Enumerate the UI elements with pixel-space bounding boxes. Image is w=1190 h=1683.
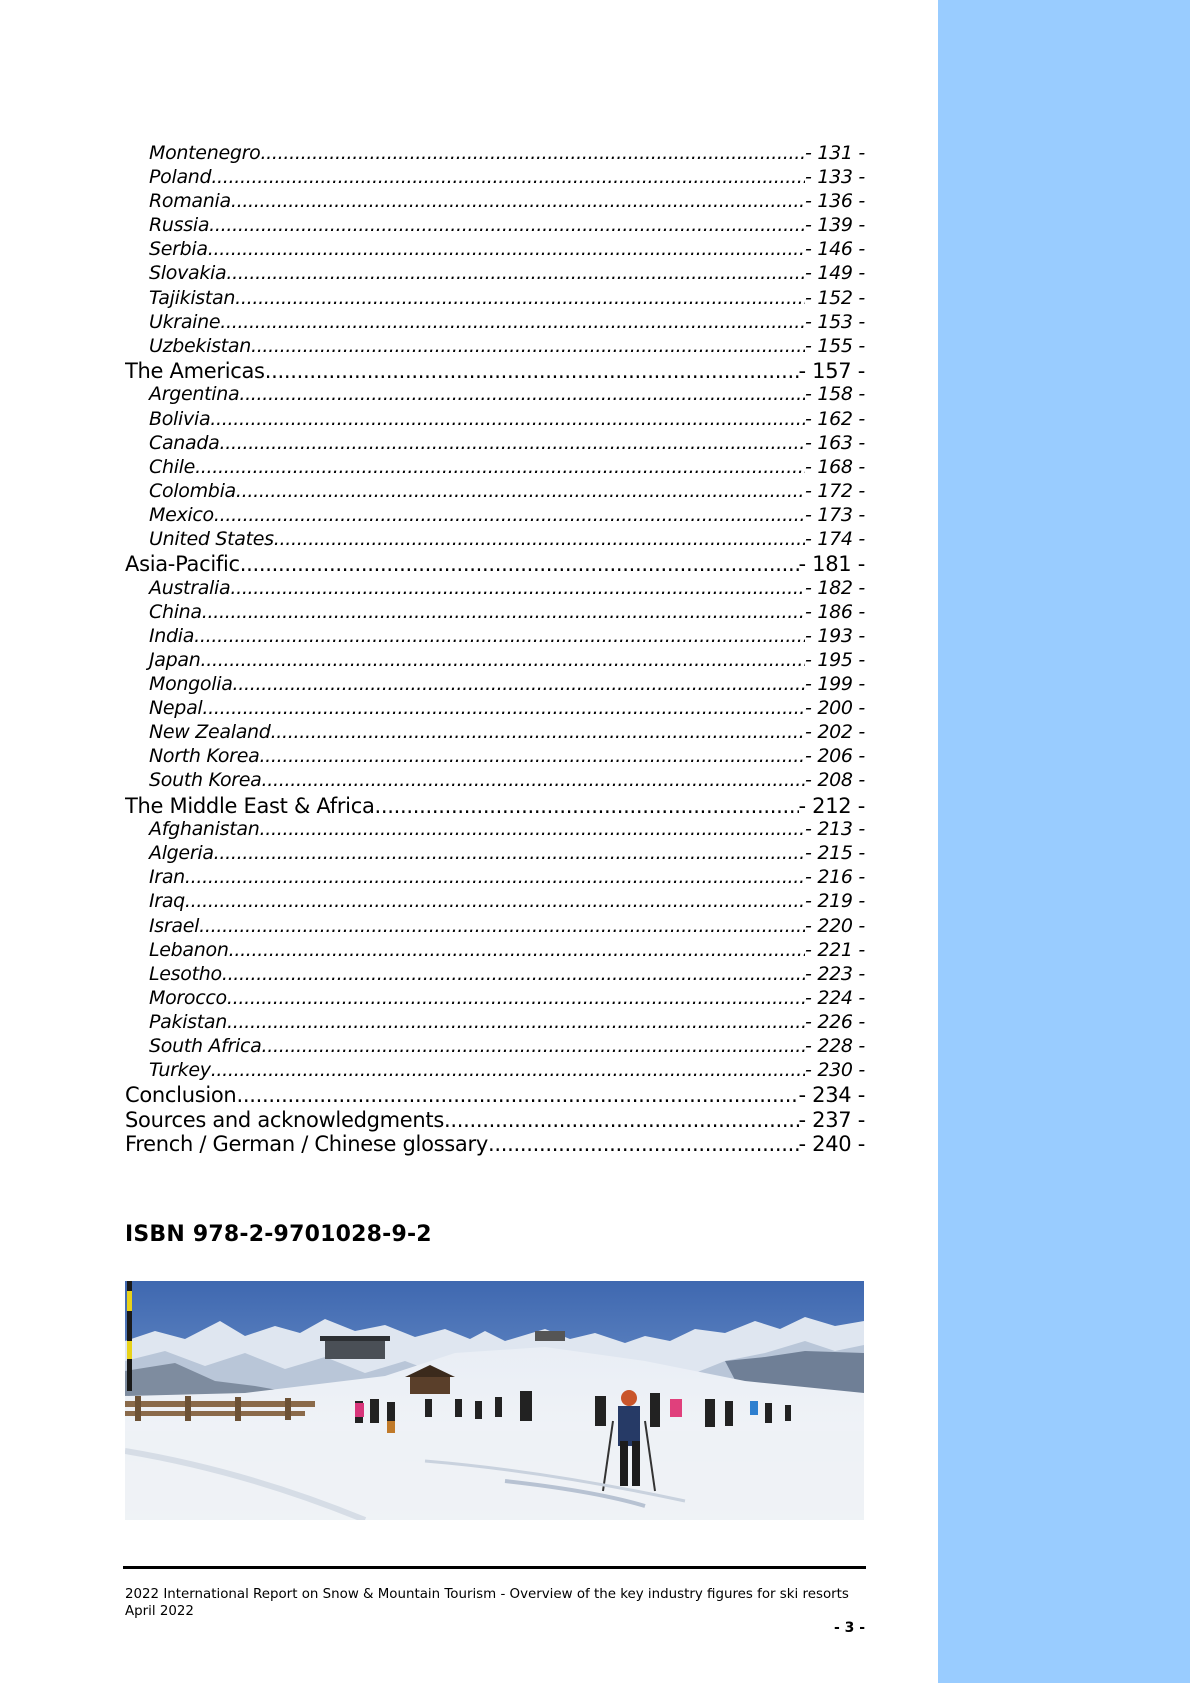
toc-entry-page: - 216 - <box>805 866 865 889</box>
toc-leader-dots <box>236 1083 798 1107</box>
toc-country-entry[interactable] <box>125 721 865 745</box>
toc-country-entry[interactable] <box>125 1059 865 1083</box>
toc-leader-dots <box>202 697 805 719</box>
toc-entry-page: - 228 - <box>805 1034 865 1057</box>
toc-country-entry[interactable] <box>125 262 865 286</box>
toc-country-entry[interactable] <box>125 987 865 1011</box>
toc-entry-page: - 206 - <box>805 745 865 768</box>
toc-entry-label: Morocco <box>149 986 227 1009</box>
toc-leader-dots <box>251 335 805 357</box>
toc-entry-label: India <box>149 624 195 647</box>
table-of-contents <box>125 142 865 1157</box>
toc-entry-label: French / German / Chinese glossary <box>125 1132 488 1157</box>
footer-date: April 2022 <box>125 1604 194 1619</box>
toc-entry-label: Turkey <box>149 1059 211 1082</box>
toc-entry-page: - 131 - <box>805 142 865 164</box>
toc-entry-page: - 139 - <box>805 214 865 237</box>
toc-entry-page: - 213 - <box>805 818 865 841</box>
toc-country-entry[interactable] <box>125 866 865 890</box>
toc-country-entry[interactable] <box>125 287 865 311</box>
toc-leader-dots <box>235 287 805 309</box>
toc-entry-label: Israel <box>149 914 200 937</box>
toc-section-entry[interactable] <box>125 1083 865 1108</box>
toc-country-entry[interactable] <box>125 190 865 214</box>
toc-entry-page: - 146 - <box>805 238 865 261</box>
toc-entry-label: Mexico <box>149 503 214 526</box>
toc-country-entry[interactable] <box>125 408 865 432</box>
isbn: ISBN 978-2-9701028-9-2 <box>125 1222 432 1247</box>
blue-sidebar <box>938 0 1190 1683</box>
toc-entry-label: New Zealand <box>149 721 271 744</box>
toc-leader-dots <box>201 649 806 671</box>
toc-leader-dots <box>239 383 805 405</box>
toc-entry-label: North Korea <box>149 745 260 768</box>
toc-entry-page: - 240 - <box>798 1132 865 1157</box>
toc-entry-page: - 168 - <box>805 455 865 478</box>
toc-leader-dots <box>262 1035 806 1057</box>
toc-entry-page: - 220 - <box>805 914 865 937</box>
toc-country-entry[interactable] <box>125 383 865 407</box>
toc-leader-dots <box>194 625 805 647</box>
toc-entry-label: Romania <box>149 190 231 213</box>
toc-entry-label: Argentina <box>149 383 240 406</box>
toc-entry-page: - 219 - <box>805 890 865 913</box>
toc-entry-label: Lebanon <box>149 938 229 961</box>
toc-country-entry[interactable] <box>125 1035 865 1059</box>
toc-leader-dots <box>229 939 805 961</box>
toc-entry-page: - 237 - <box>798 1107 865 1132</box>
toc-leader-dots <box>262 769 806 791</box>
toc-country-entry[interactable] <box>125 238 865 262</box>
toc-entry-page: - 136 - <box>805 190 865 213</box>
toc-entry-label: South Africa <box>149 1034 262 1057</box>
toc-country-entry[interactable] <box>125 745 865 769</box>
toc-leader-dots <box>375 794 799 818</box>
toc-entry-label: Iraq <box>149 890 185 913</box>
toc-entry-label: Iran <box>149 866 185 889</box>
toc-entry-label: United States <box>149 528 274 550</box>
toc-leader-dots <box>233 673 805 695</box>
toc-leader-dots <box>240 552 799 576</box>
toc-entry-page: - 234 - <box>798 1083 865 1108</box>
toc-leader-dots <box>185 890 805 912</box>
toc-leader-dots <box>208 238 805 260</box>
toc-country-entry[interactable] <box>125 697 865 721</box>
toc-country-entry[interactable] <box>125 432 865 456</box>
toc-entry-label: Poland <box>149 166 212 189</box>
toc-entry-label: Tajikistan <box>149 286 236 309</box>
toc-country-entry[interactable] <box>125 769 865 793</box>
toc-country-entry[interactable] <box>125 480 865 504</box>
toc-entry-label: Australia <box>149 576 231 599</box>
toc-leader-dots <box>259 745 805 767</box>
toc-entry-label: Montenegro <box>149 142 261 164</box>
toc-country-entry[interactable] <box>125 166 865 190</box>
toc-entry-page: - 199 - <box>805 673 865 696</box>
toc-country-entry[interactable] <box>125 1011 865 1035</box>
toc-entry-page: - 172 - <box>805 479 865 502</box>
footer-rule <box>123 1566 866 1569</box>
toc-entry-page: - 155 - <box>805 334 865 357</box>
toc-leader-dots <box>274 528 805 550</box>
toc-leader-dots <box>227 987 805 1009</box>
toc-entry-label: China <box>149 600 202 623</box>
toc-country-entry[interactable] <box>125 528 865 552</box>
toc-leader-dots <box>265 359 799 383</box>
toc-country-entry[interactable] <box>125 456 865 480</box>
toc-entry-label: The Americas <box>125 358 265 383</box>
toc-entry-page: - 152 - <box>805 286 865 309</box>
toc-entry-label: Sources and acknowledgments <box>125 1107 445 1132</box>
toc-entry-page: - 157 - <box>798 358 865 383</box>
toc-country-entry[interactable] <box>125 504 865 528</box>
toc-entry-label: Uzbekistan <box>149 334 251 357</box>
toc-leader-dots <box>260 818 806 840</box>
toc-leader-dots <box>271 721 805 743</box>
toc-leader-dots <box>214 504 805 526</box>
toc-leader-dots <box>236 480 805 502</box>
toc-country-entry[interactable] <box>125 818 865 842</box>
toc-entry-page: - 153 - <box>805 310 865 333</box>
toc-leader-dots <box>226 262 805 284</box>
toc-entry-page: - 195 - <box>805 648 865 671</box>
toc-entry-page: - 212 - <box>798 793 865 818</box>
toc-entry-label: Bolivia <box>149 407 211 430</box>
toc-country-entry[interactable] <box>125 915 865 939</box>
toc-leader-dots <box>220 432 806 454</box>
toc-entry-label: The Middle East & Africa <box>125 793 375 818</box>
toc-entry-page: - 208 - <box>805 769 865 792</box>
toc-leader-dots <box>227 1011 805 1033</box>
ski-resort-photo <box>125 1281 864 1520</box>
toc-entry-label: Serbia <box>149 238 208 261</box>
toc-entry-label: Canada <box>149 431 220 454</box>
toc-entry-label: Asia-Pacific <box>125 552 240 577</box>
toc-entry-page: - 174 - <box>805 528 865 550</box>
toc-country-entry[interactable] <box>125 577 865 601</box>
toc-country-entry[interactable] <box>125 214 865 238</box>
toc-entry-label: Pakistan <box>149 1010 228 1033</box>
toc-entry-page: - 163 - <box>805 431 865 454</box>
toc-country-entry[interactable] <box>125 939 865 963</box>
toc-entry-page: - 133 - <box>805 166 865 189</box>
toc-country-entry[interactable] <box>125 601 865 625</box>
toc-leader-dots <box>202 601 805 623</box>
toc-entry-label: Chile <box>149 455 196 478</box>
toc-entry-page: - 221 - <box>805 938 865 961</box>
toc-country-entry[interactable] <box>125 963 865 987</box>
toc-entry-page: - 149 - <box>805 262 865 285</box>
toc-entry-page: - 181 - <box>798 552 865 577</box>
toc-entry-label: Mongolia <box>149 673 233 696</box>
toc-leader-dots <box>444 1108 798 1132</box>
toc-entry-label: Conclusion <box>125 1083 237 1108</box>
toc-entry-page: - 202 - <box>805 721 865 744</box>
toc-leader-dots <box>210 408 805 430</box>
toc-entry-label: Nepal <box>149 697 203 720</box>
toc-entry-page: - 158 - <box>805 383 865 406</box>
toc-leader-dots <box>211 166 805 188</box>
toc-entry-label: Afghanistan <box>149 818 260 841</box>
toc-leader-dots <box>488 1132 799 1156</box>
toc-entry-label: Ukraine <box>149 310 221 333</box>
toc-entry-label: Russia <box>149 214 210 237</box>
toc-leader-dots <box>222 963 805 985</box>
toc-leader-dots <box>211 1059 805 1081</box>
toc-entry-label: Algeria <box>149 842 214 865</box>
toc-country-entry[interactable] <box>125 625 865 649</box>
toc-entry-page: - 193 - <box>805 624 865 647</box>
toc-leader-dots <box>214 842 805 864</box>
toc-entry-page: - 173 - <box>805 503 865 526</box>
toc-country-entry[interactable] <box>125 842 865 866</box>
toc-leader-dots <box>260 142 805 164</box>
toc-country-entry[interactable] <box>125 673 865 697</box>
toc-leader-dots <box>220 311 805 333</box>
toc-entry-page: - 226 - <box>805 1010 865 1033</box>
toc-section-entry[interactable] <box>125 1108 865 1133</box>
toc-leader-dots <box>209 214 805 236</box>
toc-section-entry[interactable] <box>125 794 865 819</box>
toc-country-entry[interactable] <box>125 890 865 914</box>
toc-section-entry[interactable] <box>125 552 865 577</box>
toc-country-entry[interactable] <box>125 311 865 335</box>
toc-entry-page: - 162 - <box>805 407 865 430</box>
toc-country-entry[interactable] <box>125 649 865 673</box>
toc-entry-page: - 200 - <box>805 697 865 720</box>
toc-section-entry[interactable] <box>125 359 865 384</box>
toc-country-entry[interactable] <box>125 142 865 166</box>
toc-country-entry[interactable] <box>125 335 865 359</box>
toc-entry-label: Japan <box>149 648 201 671</box>
toc-entry-label: Colombia <box>149 479 236 502</box>
toc-entry-label: Lesotho <box>149 962 222 985</box>
page-number: - 3 - <box>834 1620 866 1636</box>
toc-leader-dots <box>199 915 805 937</box>
toc-entry-page: - 223 - <box>805 962 865 985</box>
toc-entry-page: - 224 - <box>805 986 865 1009</box>
footer-title: 2022 International Report on Snow & Mountain Tourism - Overview of the key industry figures for ski resorts <box>125 1587 849 1602</box>
footer <box>125 1586 849 1620</box>
toc-leader-dots <box>195 456 805 478</box>
toc-entry-page: - 182 - <box>805 576 865 599</box>
toc-entry-page: - 186 - <box>805 600 865 623</box>
toc-entry-page: - 215 - <box>805 842 865 865</box>
toc-entry-page: - 230 - <box>805 1059 865 1082</box>
toc-leader-dots <box>231 190 805 212</box>
toc-entry-label: Slovakia <box>149 262 227 285</box>
toc-section-entry[interactable] <box>125 1132 865 1157</box>
toc-entry-label: South Korea <box>149 769 262 792</box>
toc-leader-dots <box>185 866 805 888</box>
toc-leader-dots <box>230 577 805 599</box>
